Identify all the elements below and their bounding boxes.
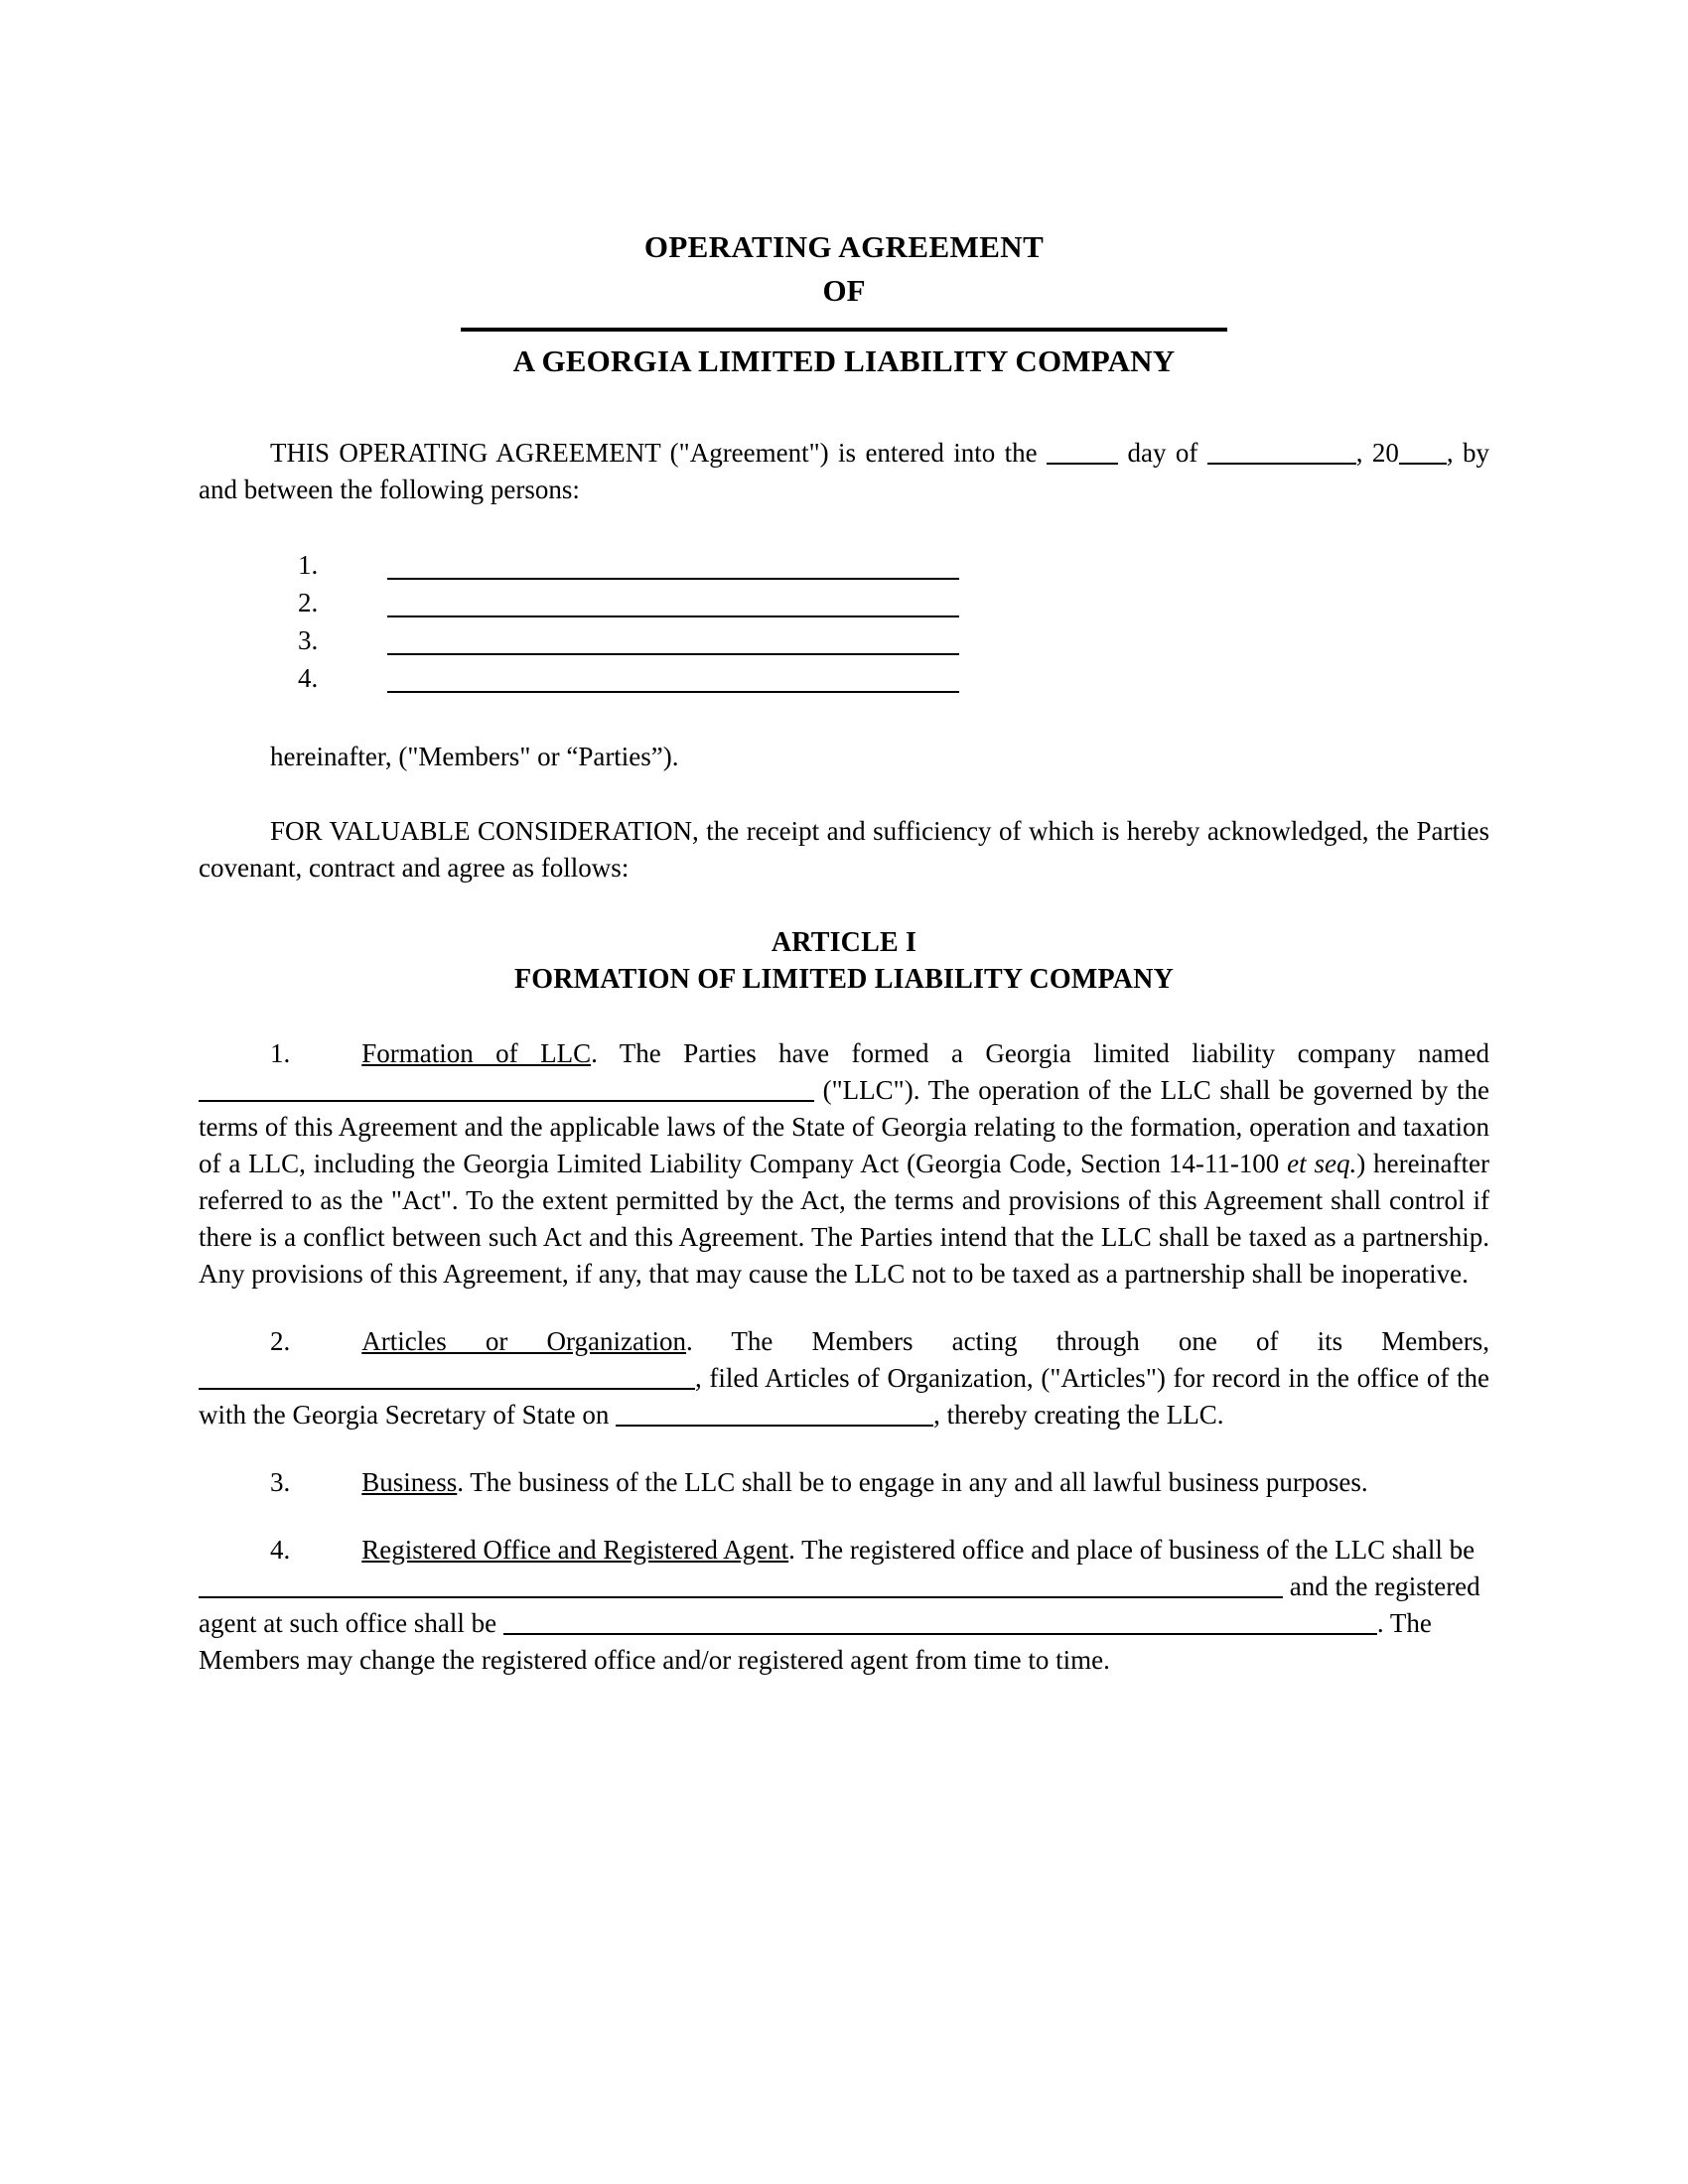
section-3-heading: Business [361,1467,458,1497]
intro-paragraph [199,435,1489,508]
document-title-line-2: OF [822,273,866,308]
party-number: 3. [298,625,319,655]
registered-office-blank-1 [199,1574,834,1598]
section-4-text-b: and the registered agent at such office shall be [199,1571,1480,1638]
month-blank [1207,441,1356,465]
section-3-number: 3. [270,1467,291,1497]
section-3-paragraph [199,1464,1489,1501]
party-number: 2. [298,588,319,617]
title-block [199,226,1489,381]
party-list [298,542,1489,693]
document-subtitle: A GEORGIA LIMITED LIABILITY COMPANY [512,343,1176,378]
spacer [199,1293,1489,1323]
intro-text-part-3: , 20 [1355,438,1399,468]
document-content [199,0,1489,1679]
llc-name-blank [199,1078,814,1102]
party-name-blank [387,665,959,693]
section-3-text-a: . The business of the LLC shall be to engage in any and all lawful business purposes. [457,1467,1368,1497]
section-4-number: 4. [270,1535,291,1565]
hereinafter-paragraph [199,739,1489,775]
intro-text-part-4: , by and between the following persons: [199,438,1490,504]
list-item [298,617,1489,655]
registered-agent-blank [503,1611,1377,1635]
list-item [298,580,1489,617]
section-1-text-c: ) hereinafter referred to as the "Act". To the extent permitted by the Act, the terms and provisions of this Agreement shall control if there is a conflict between such Act and this Agreement. The Parties intend that the LLC shall be taxed as a partnership. Any provisions of this Agreement, if any, that may cause the LLC not to be taxed as a partnership shall be inoperative. [199,1149,1490,1289]
section-1-heading: Formation of LLC [361,1038,592,1068]
party-name-blank [387,627,959,655]
section-2-heading: Articles or Organization [361,1326,686,1356]
list-item [298,655,1489,693]
section-2-text-c: , thereby creating the LLC. [933,1400,1224,1430]
intro-text-part-1: THIS OPERATING AGREEMENT ("Agreement") is entered into the [270,438,1048,468]
day-blank [1047,441,1118,465]
section-1-number: 1. [270,1038,291,1068]
intro-text-part-2: day of [1118,438,1207,468]
section-2-paragraph [199,1323,1489,1433]
consideration-text: FOR VALUABLE CONSIDERATION, the receipt and sufficiency of which is hereby acknowledged, the Parties covenant, contract and agree as follows: [199,816,1489,883]
party-number: 4. [298,663,319,693]
spacer [199,887,1489,924]
list-item [298,542,1489,580]
section-2-number: 2. [270,1326,291,1356]
consideration-paragraph [199,813,1489,887]
hereinafter-text: hereinafter, ("Members" or “Parties”). [270,742,679,771]
spacer [199,693,1489,739]
article-title-heading: FORMATION OF LIMITED LIABILITY COMPANY [513,964,1175,995]
section-4-paragraph [199,1532,1489,1679]
spacer [199,381,1489,435]
spacer [199,1433,1489,1464]
section-4-heading: Registered Office and Registered Agent [361,1535,789,1565]
spacer [199,1501,1489,1532]
party-name-blank [387,552,959,580]
section-1-text-b: ("LLC"). The operation of the LLC shall be governed by the terms of this Agreement and the applicable laws of the State of Georgia relating to the formation, operation and taxation of a LLC, including the Georgia Limited Liability Company Act (Georgia Code, Section 14-11-100 [199,1075,1489,1178]
section-1-paragraph [199,1035,1489,1293]
article-number-heading: ARTICLE I [771,927,917,958]
section-1-text-a: . The Parties have formed a Georgia limited liability company named [591,1038,1489,1068]
party-number: 1. [298,550,319,580]
section-4-text-a: . The registered office and place of business of the LLC shall be [788,1535,1476,1565]
party-name-blank [387,590,959,617]
filing-date-blank [616,1403,933,1427]
document-title-line-1: OPERATING AGREEMENT [643,229,1045,264]
filing-member-blank [199,1366,695,1390]
section-1-italic-citation: et seq. [1287,1149,1357,1178]
company-name-blank-rule [461,328,1227,332]
section-2-text-a: . The Members acting through one of its Members, [685,1326,1490,1356]
year-blank [1399,441,1447,465]
spacer [199,998,1489,1035]
section-2-text-b: , filed Articles of Organization, ("Articles") for record in the office of the with the Georgia Secretary of State on [199,1363,1489,1430]
section-4-text-c: . The Members may change the registered office and/or registered agent from time to time. [199,1608,1432,1675]
registered-office-blank-2 [834,1574,1283,1598]
spacer [199,775,1489,813]
title-blank-rule-wrapper [199,328,1489,332]
